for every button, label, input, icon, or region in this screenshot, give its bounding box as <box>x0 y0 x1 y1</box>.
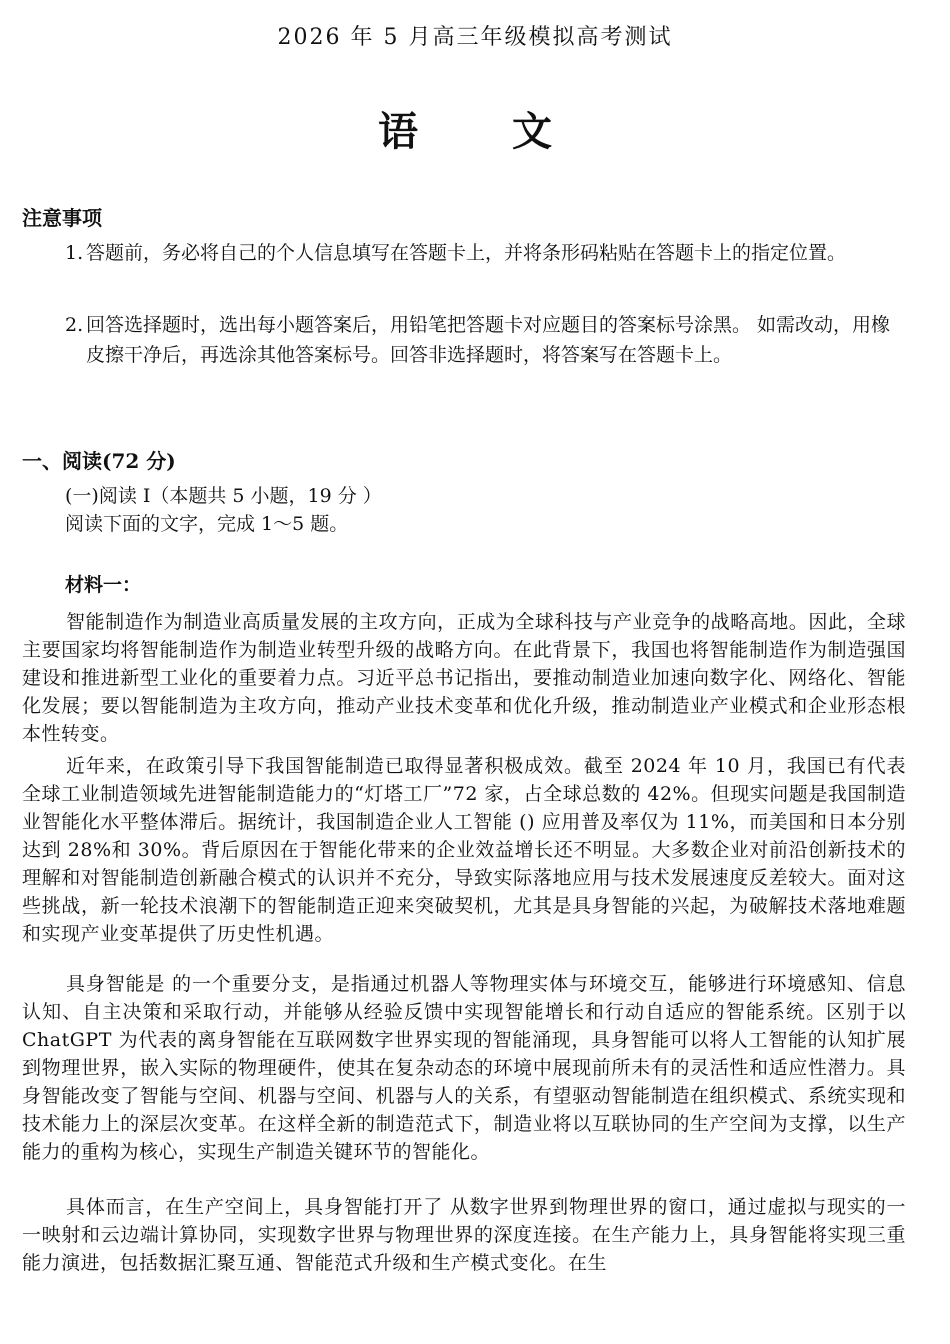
material-heading: 材料一： <box>65 574 142 596</box>
notice-item-2 <box>65 310 895 370</box>
section-heading: 一、阅读(72 分) <box>22 449 176 473</box>
section-intro: (一)阅读 I（本题共 5 小题，19 分 ） 阅读下面的文字，完成 1～5 题。 <box>65 485 382 535</box>
notice-heading: 注意事项 <box>22 206 102 230</box>
paragraph-4: 具体而言，在生产空间上，具身智能打开了 从数字世界到物理世界的窗口，通过虚拟与现实的一一映射和云边端计算协同，实现数字世界与物理世界的深度连接。在生产能力上，具身智能将实现三重能力演进，包括数据汇聚互通、智能范式升级和生产模式变化。在生 <box>22 1196 906 1274</box>
notice-item-1 <box>65 238 895 268</box>
notice-item-text: 答题前，务必将自己的个人信息填写在答题卡上，并将条形码粘贴在答题卡上的指定位置。 <box>86 242 847 264</box>
notice-item-number: 1. <box>65 242 84 264</box>
subject-title: 语 文 <box>378 108 592 155</box>
notice-item-number: 2. <box>65 314 84 336</box>
notice-item-text: 回答选择题时，选出每小题答案后，用铅笔把答题卡对应题目的答案标号涂黑。 如需改动，用橡皮擦干净后，再选涂其他答案标号。回答非选择题时，将答案写在答题卡上。 <box>86 314 891 366</box>
paragraph-2: 近年来，在政策引导下我国智能制造已取得显著积极成效。截至 2024 年 10 月，我国已有代表全球工业制造领域先进智能制造能力的“灯塔工厂”72 家，占全球总数的 42%。但现实问题是我国制造业智能化水平整体滞后。据统计，我国制造企业人工智能 () 应用普及率仅为 11%，而美国和日本分别达到 28%和 30%。背后原因在于智能化带来的企业效益增长还不明显。大多数企业对前沿创新技术的理解和对智能制造创新融合模式的认识并不充分，导致实际落地应用与技术发展速度反差较大。面对这些挑战，新一轮技术浪潮下的智能制造正迎来突破契机，尤其是具身智能的兴起，为破解技术落地难题和实现产业变革提供了历史性机遇。 <box>22 755 906 945</box>
exam-title: 2026 年 5 月高三年级模拟高考测试 <box>277 25 673 50</box>
paragraph-1: 智能制造作为制造业高质量发展的主攻方向，正成为全球科技与产业竞争的战略高地。因此，全球主要国家均将智能制造作为制造业转型升级的战略方向。在此背景下，我国也将智能制造作为制造强国建设和推进新型工业化的重要着力点。习近平总书记指出，要推动制造业加速向数字化、网络化、智能化发展；要以智能制造为主攻方向，推动产业技术变革和优化升级，推动制造业产业模式和企业形态根本性转变。 <box>22 611 906 745</box>
paragraph-3: 具身智能是 的一个重要分支，是指通过机器人等物理实体与环境交互，能够进行环境感知、信息认知、自主决策和采取行动，并能够从经验反馈中实现智能增长和行动自适应的智能系统。区别于以 ChatGPT 为代表的离身智能在互联网数字世界实现的智能涌现，具身智能可以将人工智能的认知扩展到物理世界，嵌入实际的物理硬件，使其在复杂动态的环境中展现前所未有的灵活性和适应性潜力。具身智能改变了智能与空间、机器与空间、机器与人的关系，有望驱动智能制造在组织模式、系统实现和技术能力上的深层次变革。在这样全新的制造范式下，制造业将以互联协同的生产空间为支撑，以生产能力的重构为核心，实现生产制造关键环节的智能化。 <box>22 973 906 1163</box>
